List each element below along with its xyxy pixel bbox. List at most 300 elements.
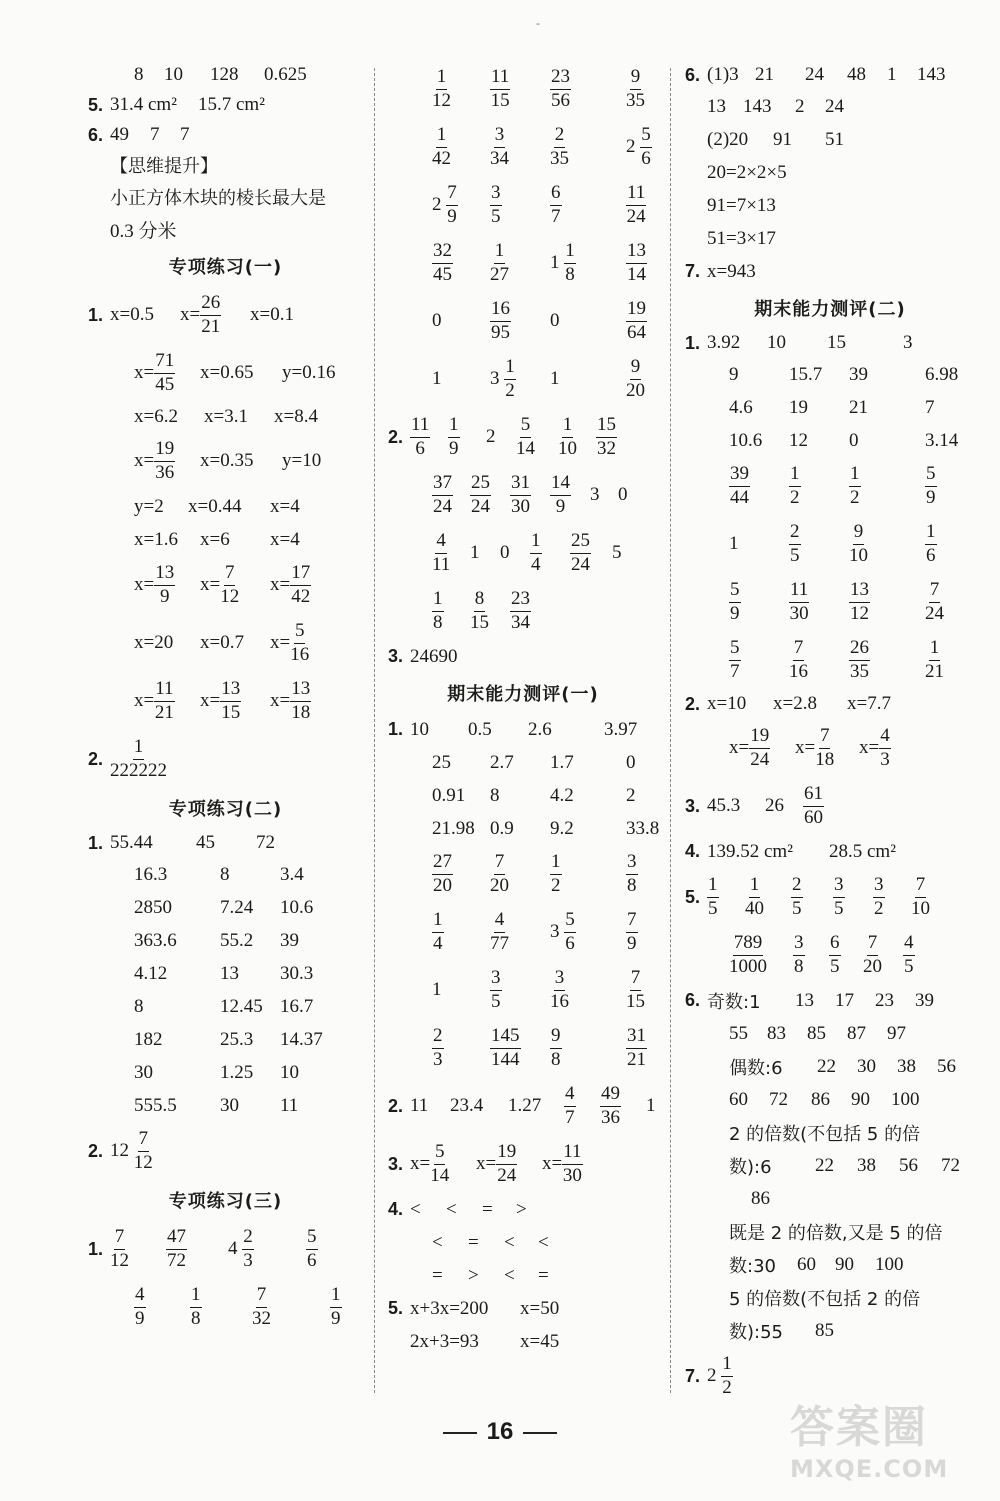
fraction-numerator: 26 xyxy=(200,293,221,316)
fraction-answer xyxy=(490,67,510,112)
fraction-answer xyxy=(829,933,841,978)
fraction-answer xyxy=(432,910,444,955)
fraction-answer xyxy=(490,357,516,402)
fraction-denominator: 16 xyxy=(789,660,808,682)
fraction-answer xyxy=(134,351,175,396)
answer-value xyxy=(857,1056,876,1078)
fraction-answer xyxy=(432,473,453,518)
answer-value xyxy=(134,996,144,1018)
fraction-denominator: 21 xyxy=(627,1048,646,1070)
answer-row xyxy=(88,1220,363,1278)
fraction-denominator: 6 xyxy=(641,147,651,169)
fraction-numerator: 5 xyxy=(306,1227,318,1250)
answer-text: 11 xyxy=(410,1095,429,1116)
answer-text: 15.7 xyxy=(789,363,823,385)
answer-value xyxy=(789,364,822,386)
fraction xyxy=(410,415,430,460)
fraction-denominator: 10 xyxy=(911,897,930,919)
fraction-answer xyxy=(849,580,870,625)
answer-value xyxy=(134,963,167,985)
fraction-numerator: 3 xyxy=(490,183,502,206)
question-number: 1. xyxy=(88,832,104,853)
answer-text: 91 xyxy=(773,128,792,150)
fraction xyxy=(490,852,509,897)
answer-text: 1 xyxy=(550,368,560,389)
fraction xyxy=(110,1227,129,1272)
answer-value xyxy=(264,64,307,86)
fraction-denominator: 18 xyxy=(291,701,311,723)
answer-value xyxy=(110,832,153,854)
answer-value xyxy=(220,930,253,952)
fraction xyxy=(849,580,870,625)
answer-row xyxy=(388,1226,658,1259)
fraction-numerator: 7 xyxy=(630,968,642,991)
fraction-numerator: 1 xyxy=(494,241,506,264)
fraction-numerator: 1 xyxy=(432,910,444,933)
fraction-answer xyxy=(925,580,944,625)
fraction-prefix: x= xyxy=(270,632,291,653)
answer-text: 363.6 xyxy=(134,929,177,951)
answer-value xyxy=(504,1265,515,1287)
fraction-denominator: 8 xyxy=(565,263,575,285)
fraction-answer xyxy=(550,125,569,170)
question-number: 4. xyxy=(685,841,701,861)
fraction-prefix: x= xyxy=(134,450,155,471)
answer-value xyxy=(134,864,167,886)
fraction-denominator: 21 xyxy=(201,315,221,337)
column-divider xyxy=(374,68,375,1393)
fraction-numerator: 26 xyxy=(849,638,870,661)
answer-text: 24 xyxy=(825,95,844,117)
fraction-denominator: 40 xyxy=(745,897,764,919)
answer-value xyxy=(815,1320,834,1342)
fraction-denominator: 14 xyxy=(430,1164,450,1186)
fraction xyxy=(789,522,801,567)
fraction-numerator: 3 xyxy=(494,125,506,148)
answer-text: 0.3 分米 xyxy=(110,221,177,242)
fraction-numerator: 1 xyxy=(562,415,574,438)
answer-text: 30 xyxy=(220,1094,239,1116)
answer-text: x=3.1 xyxy=(204,406,248,427)
fraction xyxy=(220,563,239,608)
answer-row xyxy=(685,1248,975,1281)
fraction-numerator: 1 xyxy=(530,531,542,554)
answer-text: 8 xyxy=(134,995,144,1017)
answer-value xyxy=(432,310,442,332)
answer-value xyxy=(899,1155,918,1177)
answer-text: 数:30 xyxy=(729,1255,776,1277)
answer-value xyxy=(925,397,935,419)
fraction-denominator: 15 xyxy=(470,611,489,633)
answer-row xyxy=(388,1019,658,1077)
question-number: 3. xyxy=(388,1153,404,1174)
fraction-numerator: 3 xyxy=(793,933,805,956)
fraction-answer xyxy=(626,183,646,228)
answer-row xyxy=(685,90,975,123)
fraction-answer xyxy=(729,464,750,509)
fraction-numerator: 9 xyxy=(630,67,642,90)
fraction-denominator: 6 xyxy=(415,437,425,459)
fraction-numerator: 1 xyxy=(330,1285,342,1308)
answer-text: 0.91 xyxy=(432,784,466,806)
answer-text: 7 xyxy=(925,396,935,418)
fraction xyxy=(600,1084,621,1129)
fraction-numerator: 3 xyxy=(626,852,638,875)
answer-text: x=4 xyxy=(270,528,300,550)
fraction-numerator: 7 xyxy=(867,933,879,956)
answer-value xyxy=(528,719,552,741)
fraction-numerator: 17 xyxy=(290,563,311,586)
fraction-denominator: 60 xyxy=(804,806,823,828)
fraction-answer xyxy=(270,679,311,724)
fraction-answer xyxy=(564,1084,576,1129)
fraction xyxy=(729,638,741,683)
fraction-denominator: 11 xyxy=(432,553,451,575)
fraction-prefix: x= xyxy=(134,574,155,595)
fraction-answer xyxy=(490,968,502,1013)
fraction-answer xyxy=(925,638,944,683)
fraction-answer xyxy=(550,852,562,897)
fraction-denominator: 12 xyxy=(220,585,240,607)
answer-text: < xyxy=(504,1264,515,1286)
answer-value xyxy=(729,430,762,452)
fraction xyxy=(626,910,638,955)
answer-row xyxy=(388,1325,658,1358)
answer-text: 90 xyxy=(851,1088,870,1110)
fraction-answer xyxy=(134,563,175,608)
fraction-answer xyxy=(490,299,511,344)
fraction-answer xyxy=(410,1142,449,1187)
answer-value xyxy=(604,719,637,741)
answer-value xyxy=(432,785,465,807)
fraction xyxy=(504,357,516,402)
answer-row xyxy=(685,631,975,689)
fraction-denominator: 5 xyxy=(790,544,800,566)
answer-value xyxy=(789,397,808,419)
answer-value xyxy=(729,1120,920,1146)
fraction-numerator: 4 xyxy=(435,531,447,554)
answer-row xyxy=(388,466,658,524)
answer-row xyxy=(88,1023,363,1056)
fraction-numerator: 15 xyxy=(596,415,617,438)
fraction-answer xyxy=(626,299,647,344)
answer-row xyxy=(685,868,975,926)
fraction xyxy=(432,67,451,112)
answer-text: x=0.7 xyxy=(200,632,244,653)
fraction xyxy=(550,1026,562,1071)
fraction xyxy=(849,638,870,683)
answer-row xyxy=(88,730,363,788)
fraction-denominator: 5 xyxy=(491,205,501,227)
fraction-numerator: 9 xyxy=(550,1026,562,1049)
answer-value xyxy=(110,124,129,146)
answer-row xyxy=(388,1077,658,1135)
fraction-denominator: 72 xyxy=(167,1249,186,1271)
fraction-answer xyxy=(570,531,591,576)
answer-text: 25.3 xyxy=(220,1028,254,1050)
fraction-numerator: 19 xyxy=(496,1142,517,1165)
answer-text: 55.44 xyxy=(110,832,153,853)
fraction xyxy=(490,241,509,286)
answer-row xyxy=(88,523,363,556)
answer-row xyxy=(685,60,975,90)
fraction-answer xyxy=(110,737,167,782)
fraction xyxy=(470,473,491,518)
answer-text: 22 xyxy=(815,1154,834,1176)
section-heading: 期末能力测评(一) xyxy=(447,684,599,705)
answer-text: 86 xyxy=(751,1187,770,1209)
answer-value xyxy=(134,1029,163,1051)
fraction-answer xyxy=(707,875,719,920)
answer-row xyxy=(88,672,363,730)
answer-value xyxy=(486,426,496,448)
answer-value xyxy=(835,990,854,1012)
answer-text: 4.2 xyxy=(550,784,574,806)
fraction xyxy=(496,1142,517,1187)
fraction xyxy=(134,1129,153,1174)
answer-text: x=50 xyxy=(520,1297,560,1319)
answer-text: 56 xyxy=(899,1154,918,1176)
fraction-numerator: 7 xyxy=(138,1129,150,1152)
answer-row xyxy=(88,1089,363,1122)
fraction-numerator: 7 xyxy=(819,726,831,749)
answer-value xyxy=(729,397,753,419)
answer-value xyxy=(875,1254,904,1276)
answer-text: 10.6 xyxy=(729,429,763,451)
answer-text: x=0.35 xyxy=(200,450,254,471)
fraction xyxy=(707,875,719,920)
fraction-answer xyxy=(306,1227,318,1272)
answer-value xyxy=(847,693,891,715)
answer-row xyxy=(685,358,975,391)
fraction-numerator: 9 xyxy=(630,357,642,380)
fraction-numerator: 3 xyxy=(554,968,566,991)
answer-row xyxy=(685,1281,975,1314)
answer-text: 21.98 xyxy=(432,817,475,839)
question-number: 2. xyxy=(388,426,404,447)
answer-text: 91=7×13 xyxy=(707,194,776,216)
answer-text: 2850 xyxy=(134,896,172,918)
fraction-prefix: 2 xyxy=(626,136,641,157)
answer-text: 55.2 xyxy=(220,929,254,951)
fraction-answer xyxy=(873,875,885,920)
answer-text: 90 xyxy=(835,1253,854,1275)
answer-text: 0 xyxy=(618,484,628,505)
answer-row xyxy=(388,845,658,903)
answer-value xyxy=(110,216,177,243)
fraction-denominator: 32 xyxy=(597,437,616,459)
fraction-answer xyxy=(550,1026,562,1071)
answer-value xyxy=(508,1095,541,1117)
answer-text: 偶数:6 xyxy=(729,1057,783,1079)
answer-row xyxy=(685,1149,975,1182)
section-heading: 专项练习(三) xyxy=(168,1191,283,1212)
answer-value xyxy=(280,1095,298,1117)
fraction-answer xyxy=(626,241,647,286)
fraction-denominator: 9 xyxy=(627,932,637,954)
answer-value xyxy=(797,1254,816,1276)
fraction-numerator: 7 xyxy=(114,1227,126,1250)
fraction-answer xyxy=(432,1026,444,1071)
fraction-answer xyxy=(432,589,444,634)
answer-value xyxy=(789,430,808,452)
fraction-answer xyxy=(134,1285,146,1330)
fraction-denominator: 5 xyxy=(491,990,501,1012)
answer-text: x=10 xyxy=(707,693,747,714)
fraction-numerator: 32 xyxy=(432,241,453,264)
answer-text: 3.4 xyxy=(280,863,304,885)
answer-value xyxy=(729,1318,783,1344)
answer-value xyxy=(807,1023,826,1045)
answer-text: 1 xyxy=(729,533,739,554)
answer-row xyxy=(88,1122,363,1180)
fraction-answer xyxy=(789,464,801,509)
question-number: 1. xyxy=(88,1238,104,1259)
answer-text: x=7.7 xyxy=(847,693,891,714)
answer-text: 1 xyxy=(646,1095,656,1116)
fraction-answer xyxy=(626,852,638,897)
fraction-denominator: 12 xyxy=(432,89,451,111)
answer-column-3 xyxy=(685,60,975,1405)
fraction xyxy=(789,464,801,509)
answer-text: 0 xyxy=(500,542,510,563)
fraction-answer xyxy=(432,852,453,897)
answer-value xyxy=(851,1089,870,1111)
fraction xyxy=(432,1026,444,1071)
fraction xyxy=(925,522,937,567)
answer-text: 5 xyxy=(612,542,622,563)
fraction xyxy=(550,183,562,228)
fraction-denominator: 9 xyxy=(730,602,740,624)
answer-text: 51 xyxy=(825,128,844,150)
answer-text: < xyxy=(538,1231,549,1253)
top-mark: - xyxy=(536,16,540,30)
fraction-answer xyxy=(228,1227,254,1272)
answer-value xyxy=(767,332,786,354)
answer-value xyxy=(468,719,492,741)
fraction xyxy=(564,1084,576,1129)
answer-value xyxy=(550,310,560,332)
answer-value xyxy=(857,1155,876,1177)
answer-row xyxy=(88,957,363,990)
answer-row xyxy=(88,891,363,924)
answer-text: 15.7 cm² xyxy=(198,94,265,115)
fraction-prefix: x= xyxy=(476,1153,497,1174)
answer-row xyxy=(685,222,975,255)
answer-text: 1 xyxy=(470,542,480,563)
fraction-answer xyxy=(470,589,489,634)
fraction-numerator: 1 xyxy=(448,415,460,438)
answer-value xyxy=(590,484,600,506)
answer-value xyxy=(729,1054,783,1080)
fraction-numerator: 5 xyxy=(520,415,532,438)
fraction-answer xyxy=(911,875,930,920)
answer-text: 2 xyxy=(626,784,636,806)
answer-row xyxy=(685,1215,975,1248)
answer-text: 12 xyxy=(789,429,808,451)
fraction xyxy=(911,875,930,920)
fraction-numerator: 11 xyxy=(410,415,430,438)
fraction-denominator: 4 xyxy=(531,553,541,575)
answer-value xyxy=(925,430,958,452)
question-number: 7. xyxy=(685,1365,701,1386)
fraction-answer xyxy=(925,522,937,567)
answer-text: (1)3 xyxy=(707,64,739,85)
answer-value xyxy=(110,304,154,326)
fraction xyxy=(446,183,458,228)
answer-row xyxy=(88,490,363,523)
fraction-answer xyxy=(626,1026,647,1071)
answer-text: 33.8 xyxy=(626,817,660,839)
fraction-answer xyxy=(849,638,870,683)
question-number: 5. xyxy=(88,94,104,115)
fraction-numerator: 4 xyxy=(903,933,915,956)
answer-text: 83 xyxy=(767,1022,786,1044)
fraction-answer xyxy=(550,968,569,1013)
fraction-answer xyxy=(596,415,617,460)
fraction-numerator: 31 xyxy=(510,473,531,496)
fraction-answer xyxy=(190,1285,202,1330)
fraction-numerator: 13 xyxy=(290,679,311,702)
answer-value xyxy=(849,364,868,386)
fraction-denominator: 30 xyxy=(562,1164,582,1186)
fraction-denominator: 77 xyxy=(490,932,509,954)
fraction-answer xyxy=(134,679,175,724)
answer-value xyxy=(805,64,824,86)
fraction-answer xyxy=(510,473,531,518)
fraction-numerator: 4 xyxy=(134,1285,146,1308)
answer-row xyxy=(685,1116,975,1149)
fraction-answer xyxy=(849,464,861,509)
answer-value xyxy=(875,990,894,1012)
fraction xyxy=(290,563,311,608)
answer-text: 既是 2 的倍数,又是 5 的倍 xyxy=(729,1222,943,1244)
fraction-answer xyxy=(903,933,915,978)
answer-value xyxy=(134,1095,177,1117)
answer-value xyxy=(198,94,265,116)
fraction-denominator: 30 xyxy=(511,495,530,517)
answer-text: 100 xyxy=(875,1253,904,1275)
answer-text: y=10 xyxy=(282,450,322,471)
fraction xyxy=(791,875,803,920)
fraction-answer xyxy=(432,241,453,286)
answer-value xyxy=(180,124,190,146)
answer-row xyxy=(88,60,363,90)
answer-row xyxy=(88,556,363,614)
fraction-numerator: 19 xyxy=(154,439,175,462)
answer-text: x=8.4 xyxy=(274,406,318,427)
answer-value xyxy=(847,1023,866,1045)
answer-text: 3.14 xyxy=(925,429,959,451)
answer-text: 182 xyxy=(134,1028,163,1050)
answer-text: 1 xyxy=(887,64,897,85)
fraction-numerator: 7 xyxy=(494,852,506,875)
question-number: 2. xyxy=(685,693,701,714)
fraction xyxy=(829,933,841,978)
answer-text: 72 xyxy=(941,1154,960,1176)
fraction-denominator: 15 xyxy=(626,990,645,1012)
fraction xyxy=(432,473,453,518)
answer-value xyxy=(250,304,294,326)
fraction-numerator: 37 xyxy=(432,473,453,496)
fraction-denominator: 24 xyxy=(471,495,490,517)
answer-row xyxy=(88,150,363,180)
answer-row xyxy=(388,779,658,812)
fraction xyxy=(925,464,937,509)
answer-row xyxy=(88,858,363,891)
fraction-denominator: 24 xyxy=(571,553,590,575)
answer-text: 5 的倍数(不包括 2 的倍 xyxy=(729,1288,921,1310)
